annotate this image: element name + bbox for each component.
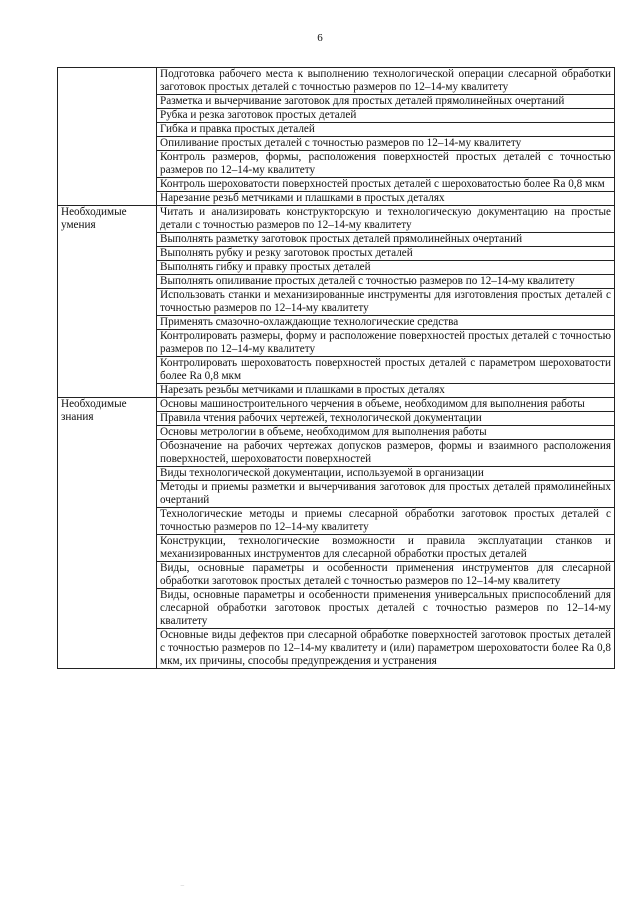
requirement-item: Методы и приемы разметки и вычерчивания заготовок для простых деталей прямолинейных очертаний — [157, 481, 615, 508]
requirement-item: Виды, основные параметры и особенности применения универсальных приспособлений для слесарной обработки заготовок простых деталей с точностью размеров по 12–14-му квалитету — [157, 589, 615, 629]
requirement-item: Основы метрологии в объеме, необходимом для выполнения работы — [157, 426, 615, 440]
requirement-item: Выполнять опиливание простых деталей с точностью размеров по 12–14-му квалитету — [157, 275, 615, 289]
requirement-item: Основные виды дефектов при слесарной обработке поверхностей заготовок простых деталей с точностью размеров по 12–14-му квалитету и (или) параметром шероховатости более Ra 0,8 мкм, их причины, способы предупреждения и устранения — [157, 629, 615, 669]
requirement-item: Технологические методы и приемы слесарной обработки заготовок простых деталей с точностью размеров по 12–14-му квалитету — [157, 508, 615, 535]
requirement-item: Выполнять разметку заготовок простых деталей прямолинейных очертаний — [157, 233, 615, 247]
table-row — [58, 206, 615, 233]
section-label: Необходимые знания — [58, 398, 157, 669]
requirement-item: Основы машиностроительного черчения в объеме, необходимом для выполнения работы — [157, 398, 615, 412]
requirement-item: Контролировать размеры, форму и расположение поверхностей простых деталей с точностью размеров по 12–14-му квалитету — [157, 330, 615, 357]
requirement-item: Читать и анализировать конструкторскую и технологическую документацию на простые детали с точностью размеров по 12–14-му квалитету — [157, 206, 615, 233]
requirement-item: Конструкции, технологические возможности и правила эксплуатации станков и механизированных инструментов для слесарной обработки простых деталей — [157, 535, 615, 562]
requirement-item: Виды технологической документации, используемой в организации — [157, 467, 615, 481]
requirement-item: Выполнять гибку и правку простых деталей — [157, 261, 615, 275]
requirement-item: Разметка и вычерчивание заготовок для простых деталей прямолинейных очертаний — [157, 95, 615, 109]
requirement-item: Контроль шероховатости поверхностей простых деталей с шероховатостью более Ra 0,8 мкм — [157, 178, 615, 192]
requirement-item: Правила чтения рабочих чертежей, технологической документации — [157, 412, 615, 426]
requirement-item: Использовать станки и механизированные инструменты для изготовления простых деталей с точностью размеров по 12–14-му квалитету — [157, 289, 615, 316]
scan-mark: ⁻ — [180, 882, 185, 892]
section-label: Необходимые умения — [58, 206, 157, 398]
requirement-item: Рубка и резка заготовок простых деталей — [157, 109, 615, 123]
table-row — [58, 68, 615, 95]
page-number: 6 — [317, 32, 323, 44]
requirement-item: Выполнять рубку и резку заготовок простых деталей — [157, 247, 615, 261]
requirement-item: Виды, основные параметры и особенности применения инструментов для слесарной обработки заготовок простых деталей с точностью размеров по 12–14-му квалитету — [157, 562, 615, 589]
table-row — [58, 398, 615, 412]
requirement-item: Контроль размеров, формы, расположения поверхностей простых деталей с точностью размеров по 12–14-му квалитету — [157, 151, 615, 178]
competency-table — [57, 67, 615, 669]
requirement-item: Нарезать резьбы метчиками и плашками в простых деталях — [157, 384, 615, 398]
requirement-item: Подготовка рабочего места к выполнению технологической операции слесарной обработки заготовок простых деталей с точностью размеров по 12–14-му квалитету — [157, 68, 615, 95]
requirement-item: Опиливание простых деталей с точностью размеров по 12–14-му квалитету — [157, 137, 615, 151]
competency-table-body — [58, 68, 615, 669]
requirement-item: Нарезание резьб метчиками и плашками в простых деталях — [157, 192, 615, 206]
section-label — [58, 68, 157, 206]
requirement-item: Гибка и правка простых деталей — [157, 123, 615, 137]
requirement-item: Применять смазочно-охлаждающие технологические средства — [157, 316, 615, 330]
requirement-item: Контролировать шероховатость поверхностей простых деталей с параметром шероховатости более Ra 0,8 мкм — [157, 357, 615, 384]
requirement-item: Обозначение на рабочих чертежах допусков размеров, формы и взаимного расположения поверхностей, шероховатости поверхностей — [157, 440, 615, 467]
